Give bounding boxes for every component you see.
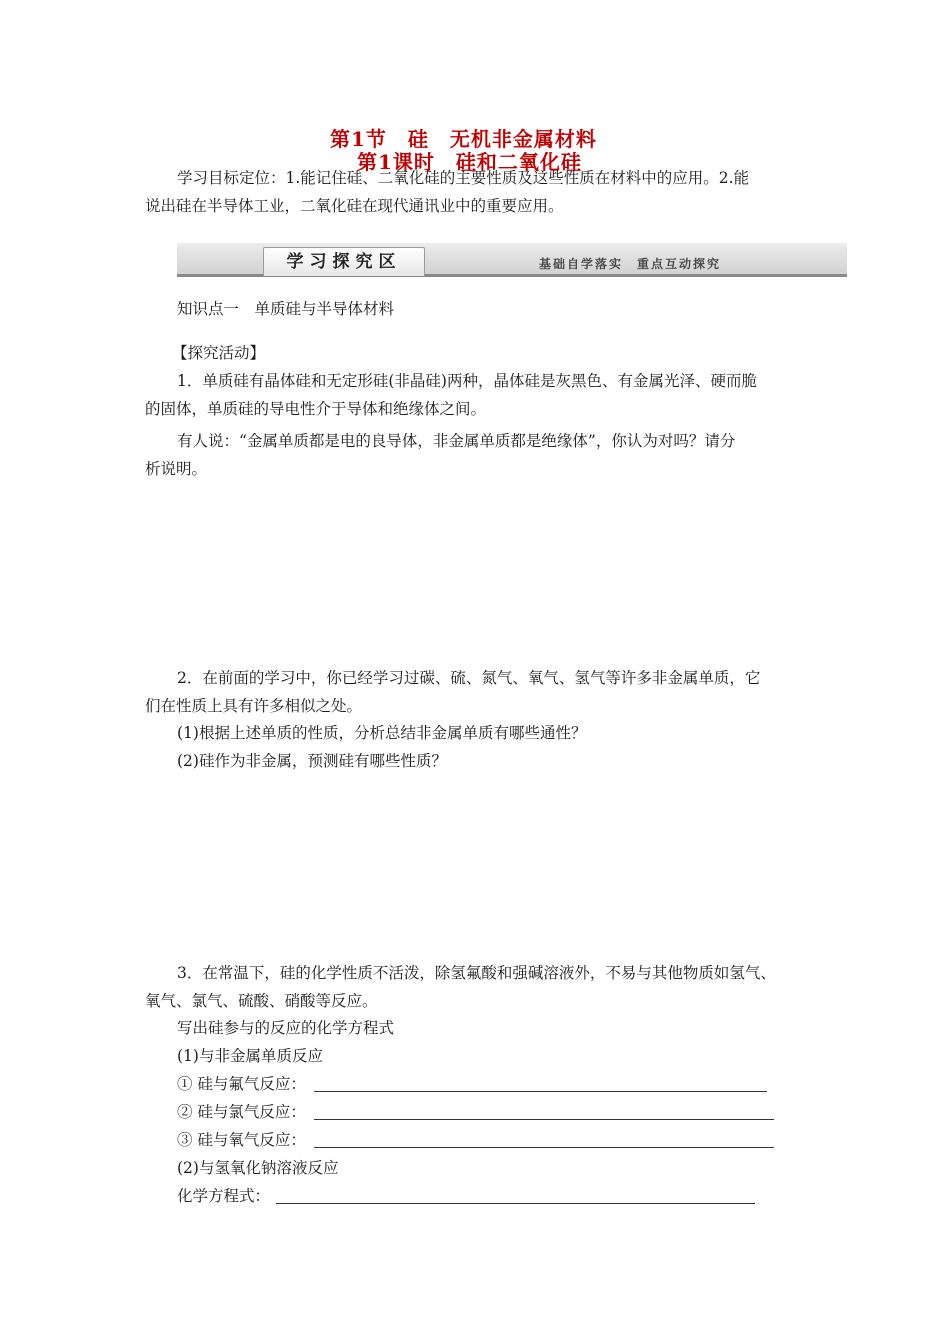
answer-label-chlorine: ② 硅与氯气反应： <box>177 1103 306 1121</box>
question-3-sub-2: (2)与氢氧化钠溶液反应 <box>177 1159 339 1177</box>
question-1-line-1: 1．单质硅有晶体硅和无定形硅(非晶硅)两种，晶体硅是灰黑色、有金属光泽、硬而脆 <box>177 372 757 390</box>
lesson-title: 第1节 硅 无机非金属材料 <box>330 127 597 151</box>
banner-tab-label: 学习探究区 <box>263 247 425 276</box>
answer-label-naoh: 化学方程式： <box>177 1187 271 1205</box>
answer-label-fluorine: ① 硅与氟气反应： <box>177 1075 306 1093</box>
section-banner <box>177 243 847 279</box>
question-2-line-1: 2．在前面的学习中，你已经学习过碳、硫、氮气、氧气、氢气等许多非金属单质，它 <box>177 669 761 687</box>
question-3-line-1: 3．在常温下，硅的化学性质不活泼，除氢氟酸和强碱溶液外，不易与其他物质如氢气、 <box>177 964 776 982</box>
knowledge-point-heading: 知识点一 单质硅与半导体材料 <box>177 300 395 318</box>
objectives-line-1: 学习目标定位：1.能记住硅、二氧化硅的主要性质及这些性质在材料中的应用。2.能 <box>177 169 750 187</box>
activity-heading: 【探究活动】 <box>172 344 266 362</box>
banner-subtitle: 基础自学落实 重点互动探究 <box>539 257 722 271</box>
objectives-line-2: 说出硅在半导体工业，二氧化硅在现代通讯业中的重要应用。 <box>145 197 564 215</box>
lesson-subtitle: 第1课时 硅和二氧化硅 <box>357 150 582 174</box>
question-3-sub-1: (1)与非金属单质反应 <box>177 1047 323 1065</box>
answer-label-oxygen: ③ 硅与氧气反应： <box>177 1131 306 1149</box>
answer-blank-naoh[interactable] <box>276 1203 755 1204</box>
question-1-line-2: 的固体，单质硅的导电性介于导体和绝缘体之间。 <box>145 400 487 418</box>
question-1-line-3: 有人说：“金属单质都是电的良导体，非金属单质都是绝缘体”，你认为对吗？请分 <box>177 432 736 450</box>
question-1-line-4: 析说明。 <box>145 460 208 478</box>
question-2-line-2: 们在性质上具有许多相似之处。 <box>145 697 363 715</box>
question-2-sub-2: (2)硅作为非金属，预测硅有哪些性质？ <box>177 752 447 770</box>
question-3-line-2: 氧气、氯气、硫酸、硝酸等反应。 <box>145 992 378 1010</box>
question-2-sub-1: (1)根据上述单质的性质，分析总结非金属单质有哪些通性？ <box>177 724 587 742</box>
question-3-line-3: 写出硅参与的反应的化学方程式 <box>177 1019 395 1037</box>
answer-blank-fluorine[interactable] <box>314 1091 767 1092</box>
answer-blank-oxygen[interactable] <box>314 1147 774 1148</box>
answer-blank-chlorine[interactable] <box>314 1119 774 1120</box>
